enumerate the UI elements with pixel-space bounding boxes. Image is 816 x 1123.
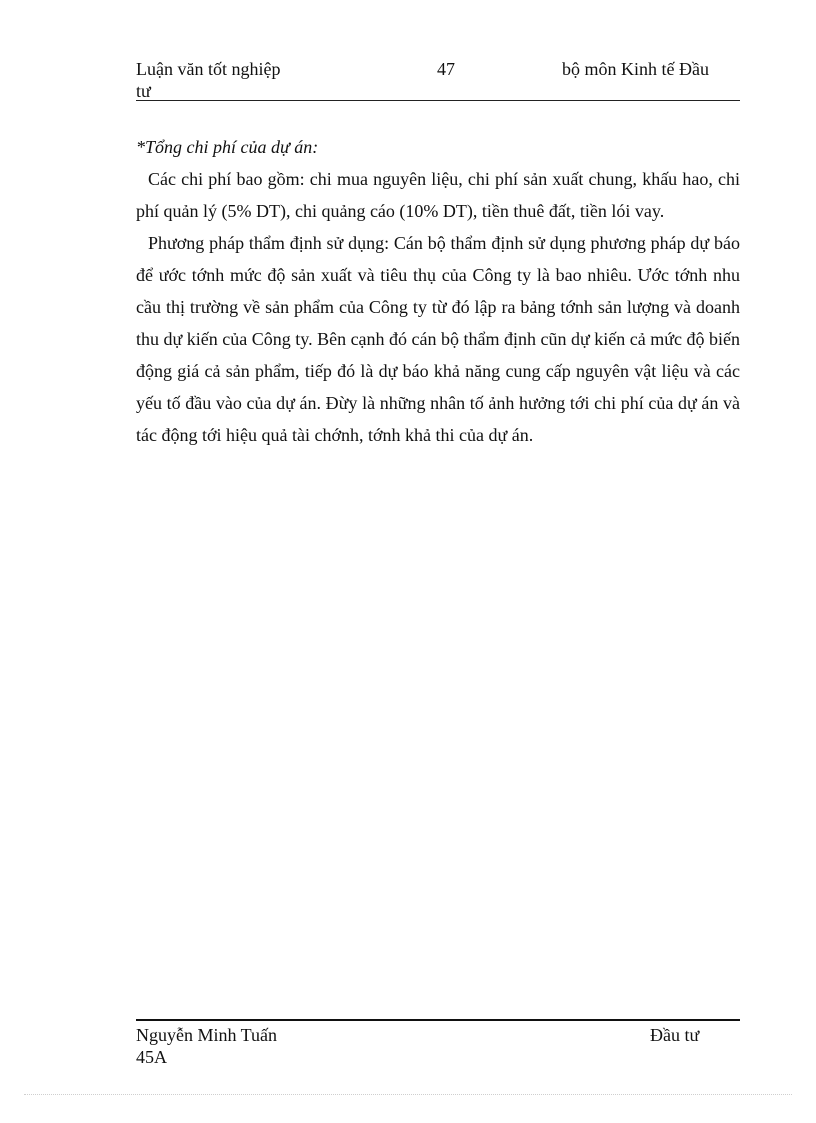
header-title-line1: Luận văn tốt nghiệp bbox=[136, 59, 281, 79]
footer-author bbox=[136, 1024, 336, 1068]
section-heading: *Tổng chi phí của dự án: bbox=[136, 137, 319, 157]
footer-major: Đầu tư bbox=[650, 1025, 700, 1045]
footer-author-class: 45A bbox=[136, 1047, 167, 1067]
footer-author-name: Nguyễn Minh Tuấn bbox=[136, 1025, 278, 1045]
paragraph-costs: Các chi phí bao gồm: chi mua nguyên liệu, chi phí sản xuất chung, khấu hao, chi phí quản lý (5% DT), chi quảng cáo (10% DT), tiền thuê đất, tiền lói vay. bbox=[136, 169, 740, 221]
body-text bbox=[136, 131, 740, 451]
header-title-line2: tư bbox=[136, 81, 151, 101]
footer-divider bbox=[136, 1019, 740, 1021]
header-title bbox=[136, 58, 336, 102]
header-department: bộ môn Kinh tế Đầu bbox=[562, 59, 709, 79]
header-divider bbox=[136, 100, 740, 101]
page-bottom-border bbox=[24, 1094, 792, 1095]
paragraph-method: Phương pháp thẩm định sử dụng: Cán bộ thẩm định sử dụng phương pháp dự báo để ước tớnh mức độ sản xuất và tiêu thụ của Công ty là bao nhiêu. Ước tớnh nhu cầu thị trường về sản phẩm của Công ty từ đó lập ra bảng tớnh sản lượng và doanh thu dự kiến của Công ty. Bên cạnh đó cán bộ thẩm định cũn dự kiến cả mức độ biến động giá cả sản phẩm, tiếp đó là dự báo khả năng cung cấp nguyên vật liệu và các yếu tố đầu vào của dự án. Đừy là những nhân tố ảnh hưởng tới chi phí của dự án và tác động tới hiệu quả tài chớnh, tớnh khả thi của dự án. bbox=[136, 233, 740, 445]
page-number: 47 bbox=[437, 59, 455, 79]
